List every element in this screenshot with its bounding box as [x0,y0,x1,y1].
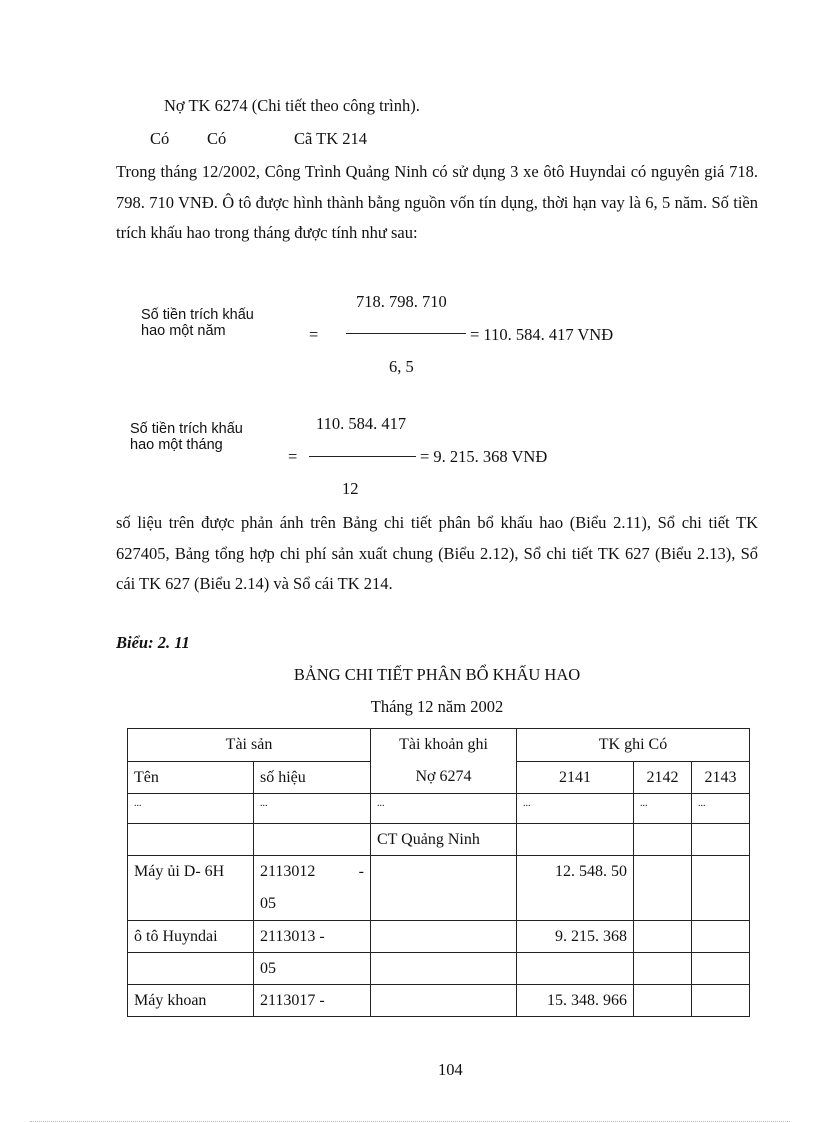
asset-code-cell: 05 [254,953,371,985]
dots-cell: ... [128,794,254,824]
header-tai-khoan-line-2: Nợ 6274 [415,768,472,785]
empty-cell [634,953,692,985]
co-label-2: Có [207,129,227,148]
dots-cell: ... [254,794,371,824]
asset-code-dash: - [358,863,364,880]
formula-1-fraction-line [346,333,466,334]
asset-name-cell: ô tô Huyndai [128,921,254,953]
asset-code-cell: 2113017 - [254,985,371,1017]
empty-cell [517,824,634,856]
value-2141-cell: 15. 348. 966 [517,985,634,1017]
empty-cell [371,921,517,953]
header-tk-ghi-co: TK ghi Có [517,729,750,762]
header-2143: 2143 [692,761,750,794]
header-2142: 2142 [634,761,692,794]
asset-name-cell: Máy khoan [128,985,254,1017]
asset-name-cell: Máy ủi D- 6H [128,856,254,921]
empty-cell [254,824,371,856]
empty-cell [692,985,750,1017]
empty-cell [371,953,517,985]
empty-cell [371,856,517,921]
formula-2-equals: = [288,447,298,466]
table-row [128,953,750,985]
table-row-dots [128,794,750,824]
paragraph-references: số liệu trên được phản ánh trên Bảng chi tiết phân bổ khấu hao (Biểu 2.11), Sổ chi tiết TK 627405, Bảng tổng hợp chi phí sản xuất chung (Biểu 2.12), Sổ chi tiết TK 627 (Biểu 2.13), Sổ cái TK 627 (Biểu 2.14) và Sổ cái TK 214. [116,513,758,593]
header-tai-san: Tài sản [128,729,371,762]
formula-1-label: Số tiền trích khấu hao một năm [141,307,254,339]
table-row [128,856,750,921]
dots-cell: ... [371,794,517,824]
header-ten: Tên [128,761,254,794]
dots-cell: ... [634,794,692,824]
asset-code-line-1 [260,856,364,888]
formula-1-result: = 110. 584. 417 VNĐ [470,325,614,344]
ct-name-cell: CT Quảng Ninh [371,824,517,856]
table-row-ct [128,824,750,856]
empty-cell [128,953,254,985]
paragraph-intro: Trong tháng 12/2002, Công Trình Quảng Ninh có sử dụng 3 xe ôtô Huyndai có nguyên giá 718. 798. 710 VNĐ. Ô tô được hình thành bằng nguồn vốn tín dụng, thời hạn vay là 6, 5 năm. Số tiền trích khấu hao trong tháng được tính như sau: [116,162,758,242]
dots-cell: ... [517,794,634,824]
page-number: 104 [438,1060,463,1079]
table-header-row-1 [128,729,750,762]
formula-2-fraction-line [309,456,416,457]
page-bottom-border [30,1121,790,1122]
asset-code-part: 2113012 [260,863,316,880]
empty-cell [128,824,254,856]
empty-cell [692,856,750,921]
formula-2-denominator: 12 [342,479,359,498]
empty-cell [517,953,634,985]
empty-cell [371,985,517,1017]
co-label-1: Có [150,129,170,148]
table-row [128,985,750,1017]
dots-cell: ... [692,794,750,824]
empty-cell [692,921,750,953]
formula-2-numerator: 110. 584. 417 [316,414,407,433]
table-subtitle: Tháng 12 năm 2002 [370,697,504,716]
empty-cell [692,824,750,856]
empty-cell [634,856,692,921]
table-row [128,921,750,953]
asset-code-cell [254,856,371,921]
value-2141-cell: 12. 548. 50 [517,856,634,921]
depreciation-table [127,728,750,1017]
header-so-hieu: số hiệu [254,761,371,794]
empty-cell [634,824,692,856]
table-title: BẢNG CHI TIẾT PHÂN BỔ KHẤU HAO [293,665,581,684]
formula-1-numerator: 718. 798. 710 [356,292,447,311]
asset-code-line-2: 05 [260,895,276,912]
header-2141: 2141 [517,761,634,794]
no-line: Nợ TK 6274 (Chi tiết theo công trình). [164,96,420,115]
empty-cell [634,921,692,953]
empty-cell [692,953,750,985]
empty-cell [634,985,692,1017]
formula-2-label: Số tiền trích khấu hao một tháng [130,421,243,453]
formula-2-result: = 9. 215. 368 VNĐ [420,447,548,466]
bieu-label: Biểu: 2. 11 [116,633,190,652]
asset-code-cell: 2113013 - [254,921,371,953]
formula-1-denominator: 6, 5 [389,357,414,376]
header-tai-khoan [371,729,517,794]
formula-1-equals: = [309,325,319,344]
co-account-line: Cã TK 214 [294,129,368,148]
header-tai-khoan-line-1: Tài khoản ghi [399,736,488,753]
value-2141-cell: 9. 215. 368 [517,921,634,953]
